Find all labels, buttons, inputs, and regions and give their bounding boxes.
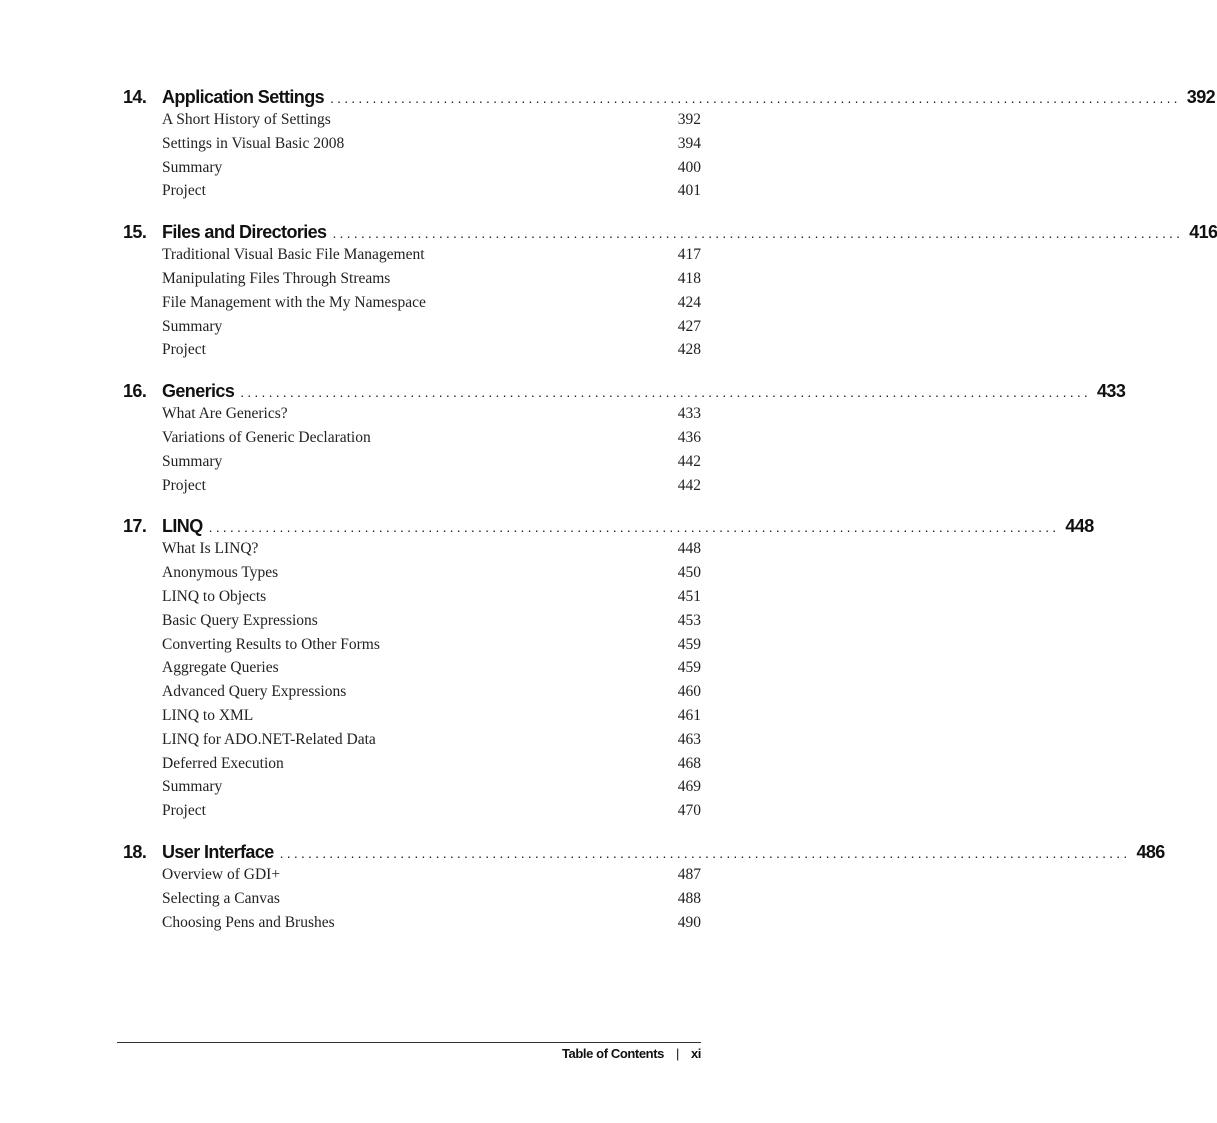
entry-title: File Management with the My Namespace xyxy=(162,293,426,311)
entry-title: Variations of Generic Declaration xyxy=(162,428,371,446)
entry-title: Summary xyxy=(162,452,223,470)
entry-title: Summary xyxy=(162,317,223,335)
entry-title: Summary xyxy=(162,778,223,796)
chapter-page-number: 392 xyxy=(1186,87,1216,107)
entry-page-number: 442 xyxy=(677,452,701,470)
toc-entry xyxy=(162,683,701,707)
entry-page-number: 487 xyxy=(677,865,701,883)
page-footer xyxy=(562,1046,701,1061)
chapter-heading xyxy=(123,516,1094,540)
entry-page-number: 470 xyxy=(677,802,701,820)
entry-page-number: 459 xyxy=(677,659,701,677)
dot-leader: ........................................................................................................................ xyxy=(279,844,1131,861)
entry-title: Project xyxy=(162,476,206,494)
footer-separator: | xyxy=(675,1046,679,1061)
toc-entry xyxy=(162,341,701,365)
entry-page-number: 450 xyxy=(677,564,701,582)
chapter-number: 14. xyxy=(123,87,147,107)
dot-leader: ........................................................................................................................ xyxy=(240,384,1092,401)
entry-page-number: 392 xyxy=(677,111,701,128)
toc-entry xyxy=(162,429,701,453)
toc-entry xyxy=(162,636,701,660)
toc-entry xyxy=(162,866,701,890)
chapter-heading xyxy=(123,381,1126,405)
entry-page-number: 401 xyxy=(677,182,701,200)
chapter-section xyxy=(123,516,1094,826)
entry-page-number: 459 xyxy=(677,635,701,653)
chapter-heading xyxy=(123,841,1165,866)
dot-leader: ........................................................................................................................ xyxy=(330,90,1181,106)
entry-title: Choosing Pens and Brushes xyxy=(162,913,335,931)
entry-title: Overview of GDI+ xyxy=(162,865,281,883)
toc-entry xyxy=(162,707,701,731)
footer-page-number: xi xyxy=(690,1046,701,1061)
entry-page-number: 448 xyxy=(677,540,701,558)
footer-rule xyxy=(117,1042,701,1043)
table-of-contents xyxy=(123,87,1217,953)
chapter-number: 18. xyxy=(123,841,147,862)
chapter-heading xyxy=(123,222,1217,246)
entry-page-number: 427 xyxy=(677,317,701,335)
toc-entry xyxy=(162,453,701,477)
toc-entry xyxy=(162,802,701,826)
toc-entry xyxy=(162,159,701,183)
entry-page-number: 394 xyxy=(677,134,701,152)
entry-page-number: 400 xyxy=(677,158,701,176)
toc-entry xyxy=(162,659,701,683)
toc-entry xyxy=(162,294,701,318)
toc-entry xyxy=(162,612,701,636)
entry-title: A Short History of Settings xyxy=(162,111,331,128)
entry-title: Settings in Visual Basic 2008 xyxy=(162,134,345,152)
entry-title: Anonymous Types xyxy=(162,564,279,582)
chapter-number: 15. xyxy=(123,222,147,243)
entry-page-number: 488 xyxy=(677,889,701,907)
entry-title: LINQ to Objects xyxy=(162,587,267,605)
toc-entry xyxy=(162,270,701,294)
footer-section-label: Table of Contents xyxy=(561,1046,664,1061)
toc-entry xyxy=(162,182,701,206)
entry-title: Traditional Visual Basic File Management xyxy=(162,246,425,264)
entry-title: Converting Results to Other Forms xyxy=(162,635,380,653)
entry-page-number: 463 xyxy=(677,730,701,748)
entry-title: LINQ for ADO.NET-Related Data xyxy=(162,730,376,748)
entry-title: Manipulating Files Through Streams xyxy=(162,269,391,287)
entry-page-number: 468 xyxy=(677,754,701,772)
entry-page-number: 424 xyxy=(677,293,701,311)
entry-page-number: 469 xyxy=(677,778,701,796)
entry-page-number: 451 xyxy=(677,587,701,605)
chapter-section xyxy=(123,381,1126,500)
dot-leader: ........................................................................................................................ xyxy=(332,225,1184,242)
entry-page-number: 428 xyxy=(677,341,701,359)
entry-title: LINQ to XML xyxy=(162,706,254,724)
chapter-title: User Interface xyxy=(162,841,274,862)
entry-page-number: 433 xyxy=(677,405,701,423)
chapter-title: Files and Directories xyxy=(162,222,327,243)
toc-entry xyxy=(162,405,701,429)
chapter-page-number: 486 xyxy=(1136,841,1165,862)
chapter-section xyxy=(123,222,1217,365)
entry-title: Project xyxy=(162,341,206,359)
entry-page-number: 436 xyxy=(677,428,701,446)
entry-title: What Is LINQ? xyxy=(162,540,259,558)
chapter-title: LINQ xyxy=(162,516,203,537)
toc-entry xyxy=(162,135,701,159)
toc-entry xyxy=(162,477,701,501)
entry-page-number: 460 xyxy=(677,683,701,701)
chapter-title: Application Settings xyxy=(162,87,325,107)
entry-title: Basic Query Expressions xyxy=(162,611,318,629)
chapter-page-number: 448 xyxy=(1065,516,1094,537)
entry-page-number: 417 xyxy=(677,246,701,264)
toc-entry xyxy=(162,755,701,779)
toc-entry xyxy=(162,890,701,914)
toc-entry xyxy=(162,778,701,802)
toc-entry xyxy=(162,564,701,588)
entry-page-number: 418 xyxy=(677,269,701,287)
entry-title: Selecting a Canvas xyxy=(162,889,280,907)
entry-title: Project xyxy=(162,182,206,200)
toc-entry xyxy=(162,588,701,612)
toc-entry xyxy=(162,914,701,938)
chapter-section xyxy=(123,87,1216,206)
chapter-number: 16. xyxy=(123,381,147,402)
chapter-title: Generics xyxy=(162,381,235,402)
toc-entry xyxy=(162,318,701,342)
entry-page-number: 442 xyxy=(677,476,701,494)
entry-title: Aggregate Queries xyxy=(162,659,279,677)
entry-page-number: 490 xyxy=(677,913,701,931)
entry-title: Advanced Query Expressions xyxy=(162,683,347,701)
entry-page-number: 453 xyxy=(677,611,701,629)
entry-title: What Are Generics? xyxy=(162,405,288,423)
chapter-number: 17. xyxy=(123,516,147,537)
dot-leader: ........................................................................................................................ xyxy=(208,519,1060,536)
chapter-page-number: 433 xyxy=(1097,381,1126,402)
toc-entry xyxy=(162,731,701,755)
entry-title: Project xyxy=(162,802,206,820)
entry-title: Summary xyxy=(162,158,223,176)
chapter-page-number: 416 xyxy=(1189,222,1217,243)
chapter-section xyxy=(123,841,1165,937)
toc-entry xyxy=(162,246,701,270)
entry-page-number: 461 xyxy=(677,706,701,724)
toc-entry xyxy=(162,540,701,564)
chapter-heading xyxy=(123,87,1216,111)
toc-entry xyxy=(162,111,701,135)
entry-title: Deferred Execution xyxy=(162,754,284,772)
